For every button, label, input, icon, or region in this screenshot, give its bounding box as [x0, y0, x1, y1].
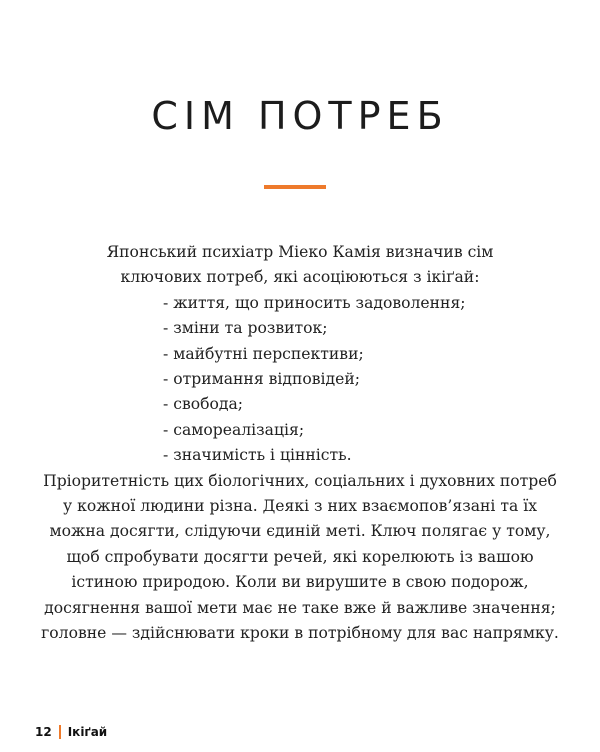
needs-list [40, 291, 560, 469]
chapter-title: СІМ ПОТРЕБ [151, 94, 449, 138]
book-title: Ікіґай [67, 725, 108, 739]
list-item: - життя, що приносить задоволення; [163, 293, 466, 312]
paragraph [40, 469, 560, 647]
list-item: - самореалізація; [163, 420, 305, 439]
list-item: - майбутні перспективи; [163, 344, 364, 363]
footer-divider [59, 725, 61, 739]
intro-line: ключових потреб, які асоціюються з ікіґай: [120, 268, 480, 287]
intro-line: Японський психіатр Міеко Камія визначив сім [106, 243, 494, 261]
paragraph-line: досягнення вашої мети має не таке вже й важливе значення; [44, 598, 556, 617]
list-item: - свобода; [163, 395, 244, 414]
paragraph-line: у кожної людини різна. Деякі з них взаємопов’язані та їх [62, 497, 538, 516]
body-text [40, 240, 560, 647]
page-footer [35, 724, 107, 740]
paragraph-line: можна досягти, слідуючи єдиній меті. Ключ полягає у тому, [49, 522, 551, 541]
list-item: - значимість і цінність. [163, 446, 352, 465]
paragraph-line: щоб спробувати досягти речей, які корелюють із вашою [66, 547, 534, 566]
list-item: - отримання відповідей; [163, 370, 361, 389]
list-item: - зміни та розвиток; [163, 319, 328, 338]
paragraph-line: головне — здійснювати кроки в потрібному для вас напрямку. [41, 624, 559, 643]
paragraph-line: Пріоритетність цих біологічних, соціальних і духовних потреб [43, 471, 557, 490]
paragraph-line: істиною природою. Коли ви вирушите в свою подорож, [71, 573, 529, 592]
accent-rule [264, 185, 326, 189]
page-number: 12 [35, 725, 52, 739]
